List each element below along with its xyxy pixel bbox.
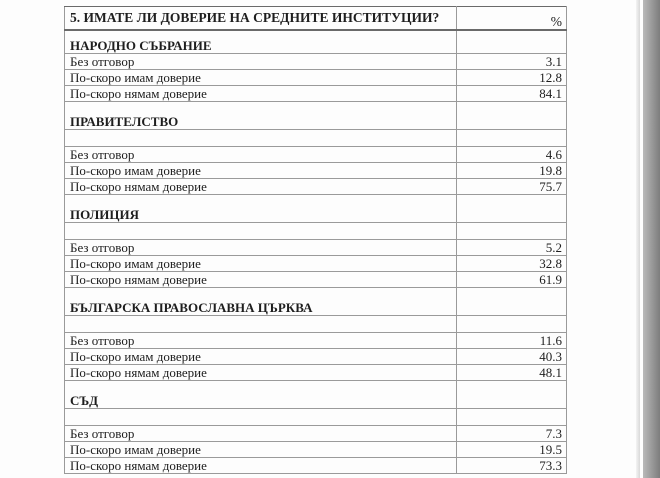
section-title: НАРОДНО СЪБРАНИЕ (65, 30, 457, 54)
row-label: По-скоро нямам доверие (65, 86, 457, 102)
row-value: 48.1 (457, 365, 567, 381)
table-row (65, 333, 567, 349)
row-value: 73.3 (457, 458, 567, 474)
percent-header: % (457, 7, 567, 31)
survey-table (64, 6, 567, 474)
row-value: 40.3 (457, 349, 567, 365)
table-row (65, 70, 567, 86)
row-label: По-скоро нямам доверие (65, 179, 457, 195)
section-header-row (65, 102, 567, 130)
row-label: По-скоро нямам доверие (65, 272, 457, 288)
row-value: 4.6 (457, 147, 567, 163)
table-row (65, 272, 567, 288)
row-label: По-скоро нямам доверие (65, 365, 457, 381)
table-row (65, 426, 567, 442)
row-label: По-скоро имам доверие (65, 349, 457, 365)
row-value: 19.5 (457, 442, 567, 458)
row-value: 7.3 (457, 426, 567, 442)
table-row (65, 147, 567, 163)
row-value: 75.7 (457, 179, 567, 195)
row-label: Без отговор (65, 240, 457, 256)
section-title: СЪД (65, 381, 457, 409)
section-header-row (65, 195, 567, 223)
row-value: 19.8 (457, 163, 567, 179)
spacer-row (65, 409, 567, 426)
row-label: Без отговор (65, 426, 457, 442)
table-row (65, 442, 567, 458)
table-row (65, 365, 567, 381)
section-title: БЪЛГАРСКА ПРАВОСЛАВНА ЦЪРКВА (65, 288, 457, 316)
row-label: По-скоро нямам доверие (65, 458, 457, 474)
row-label: По-скоро имам доверие (65, 442, 457, 458)
row-value: 3.1 (457, 54, 567, 70)
section-title: ПРАВИТЕЛСТВО (65, 102, 457, 130)
question-header-row (65, 7, 567, 31)
row-label: По-скоро имам доверие (65, 256, 457, 272)
row-value: 84.1 (457, 86, 567, 102)
spacer-row (65, 130, 567, 147)
section-header-row (65, 288, 567, 316)
table-row (65, 458, 567, 474)
spacer-row (65, 223, 567, 240)
table-row (65, 86, 567, 102)
row-label: Без отговор (65, 333, 457, 349)
row-value: 5.2 (457, 240, 567, 256)
row-label: По-скоро имам доверие (65, 70, 457, 86)
section-title: ПОЛИЦИЯ (65, 195, 457, 223)
row-label: По-скоро имам доверие (65, 163, 457, 179)
page-inner-edge (636, 0, 640, 478)
section-header-row (65, 381, 567, 409)
spacer-row (65, 316, 567, 333)
row-value: 61.9 (457, 272, 567, 288)
table-row (65, 256, 567, 272)
row-value: 32.8 (457, 256, 567, 272)
table-row (65, 240, 567, 256)
table-row (65, 349, 567, 365)
table-row (65, 179, 567, 195)
table-row (65, 54, 567, 70)
row-label: Без отговор (65, 147, 457, 163)
table-row (65, 163, 567, 179)
row-value: 11.6 (457, 333, 567, 349)
question-title: 5. ИМАТЕ ЛИ ДОВЕРИЕ НА СРЕДНИТЕ ИНСТИТУЦИИ? (65, 7, 457, 31)
row-label: Без отговор (65, 54, 457, 70)
page-edge-shadow (643, 0, 660, 478)
section-header-row (65, 30, 567, 54)
row-value: 12.8 (457, 70, 567, 86)
